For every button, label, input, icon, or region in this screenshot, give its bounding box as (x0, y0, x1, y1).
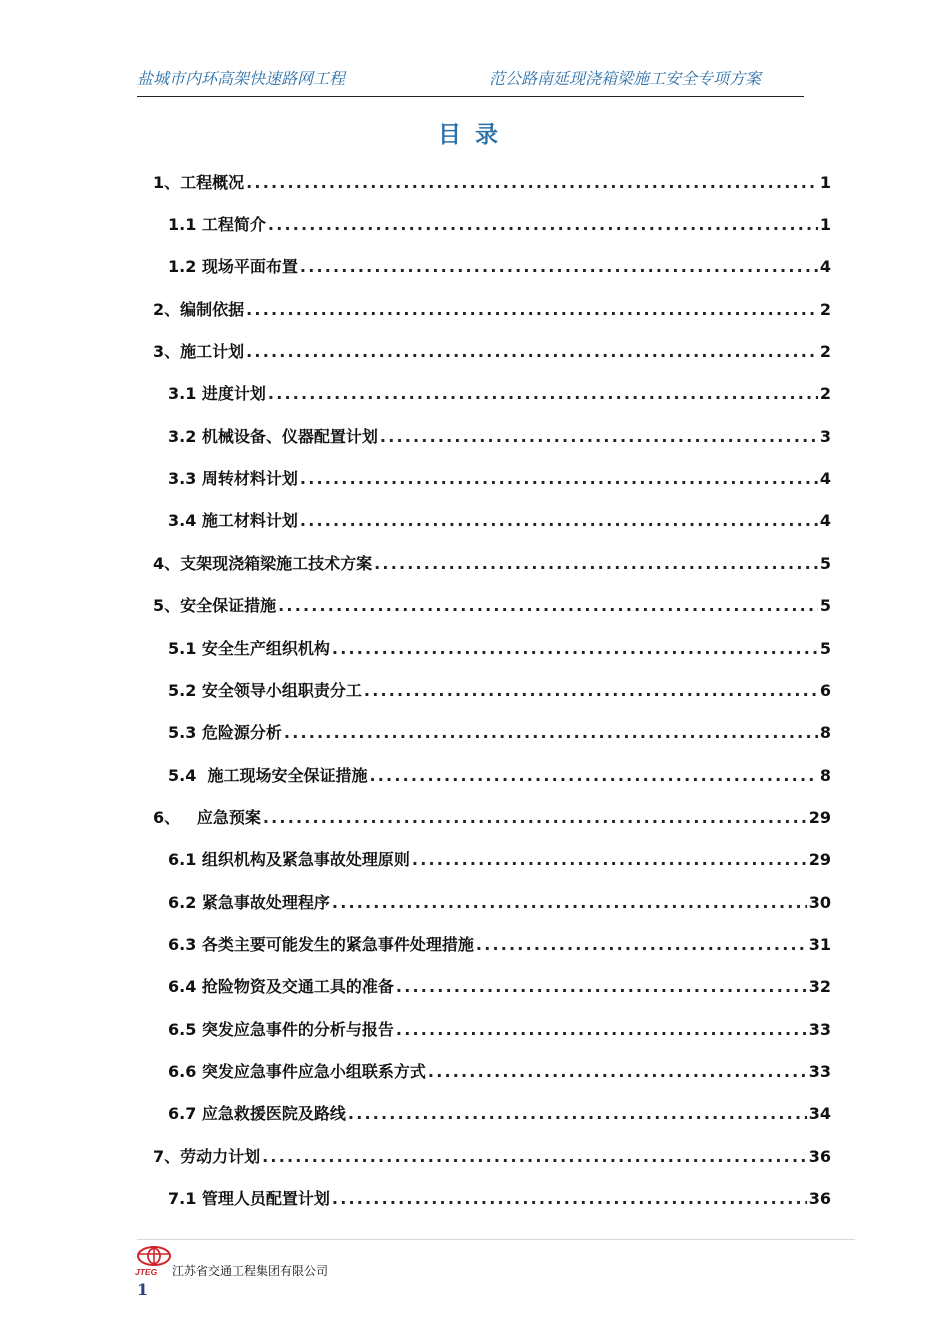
toc-entry-label: 5.3 危险源分析 (168, 723, 282, 742)
toc-entry[interactable] (168, 763, 831, 787)
toc-dot-leader (364, 681, 818, 700)
toc-entry[interactable] (153, 551, 831, 575)
toc-dot-leader (370, 766, 818, 785)
toc-entry[interactable] (168, 932, 831, 956)
toc-entry-label: 1、工程概况 (153, 173, 245, 192)
toc-entry-page: 2 (819, 384, 831, 403)
toc-entry[interactable] (153, 339, 831, 363)
toc-entry-label: 6.3 各类主要可能发生的紧急事件处理措施 (168, 935, 474, 954)
toc-dot-leader (300, 257, 818, 276)
toc-entry-label: 3.4 施工材料计划 (168, 511, 298, 530)
toc-entry[interactable] (168, 974, 831, 998)
toc-entry-page: 33 (808, 1062, 831, 1081)
toc-entry-page: 5 (819, 554, 831, 573)
toc-entry-label: 5.2 安全领导小组职责分工 (168, 681, 362, 700)
toc-dot-leader (268, 215, 818, 234)
toc-dot-leader (348, 1104, 807, 1123)
toc-entry-label: 3、施工计划 (153, 342, 245, 361)
toc-entry[interactable] (168, 381, 831, 405)
logo-text: JTEG (135, 1267, 158, 1277)
toc-dot-leader (476, 935, 807, 954)
toc-dot-leader (396, 977, 807, 996)
toc-entry-page: 2 (819, 300, 831, 319)
toc-dot-leader (284, 723, 818, 742)
toc-entry-label: 3.2 机械设备、仪器配置计划 (168, 427, 378, 446)
toc-entry-page: 30 (808, 893, 831, 912)
page-number: 1 (137, 1280, 149, 1299)
toc-dot-leader (268, 384, 818, 403)
toc-entry-label: 4、支架现浇箱梁施工技术方案 (153, 554, 373, 573)
toc-entry-page: 8 (819, 766, 831, 785)
toc-entry[interactable] (168, 678, 831, 702)
toc-entry-label: 6.5 突发应急事件的分析与报告 (168, 1020, 394, 1039)
toc-entry[interactable] (168, 424, 831, 448)
toc-entry-page: 36 (808, 1189, 831, 1208)
toc-entry-label: 6.4 抢险物资及交通工具的准备 (168, 977, 394, 996)
toc-entry[interactable] (168, 254, 831, 278)
toc-entry[interactable] (168, 636, 831, 660)
toc-entry-page: 4 (819, 469, 831, 488)
toc-entry[interactable] (168, 890, 831, 914)
toc-entry-page: 2 (819, 342, 831, 361)
toc-entry[interactable] (168, 508, 831, 532)
toc-entry-page: 4 (819, 511, 831, 530)
toc-entry-label: 6.2 紧急事故处理程序 (168, 893, 330, 912)
toc-entry-page: 36 (808, 1147, 831, 1166)
toc-entry[interactable] (153, 170, 831, 194)
toc-entry-label: 1.2 现场平面布置 (168, 257, 298, 276)
toc-entry-page: 4 (819, 257, 831, 276)
toc-dot-leader (246, 342, 818, 361)
toc-entry-page: 1 (819, 173, 831, 192)
toc-entry[interactable] (168, 847, 831, 871)
jteg-logo-icon (134, 1245, 174, 1277)
toc-entry-label: 3.1 进度计划 (168, 384, 266, 403)
toc-dot-leader (246, 300, 818, 319)
toc-entry-label: 1.1 工程简介 (168, 215, 266, 234)
header-project-name: 盐城市内环高架快速路网工程 (137, 69, 346, 88)
toc-dot-leader (332, 893, 807, 912)
toc-dot-leader (332, 1189, 807, 1208)
toc-entry[interactable] (168, 466, 831, 490)
toc-dot-leader (300, 469, 818, 488)
toc-dot-leader (263, 808, 807, 827)
toc-entry[interactable] (168, 720, 831, 744)
toc-entry-page: 1 (819, 215, 831, 234)
toc-dot-leader (246, 173, 818, 192)
toc-entry-label: 6、 应急预案 (153, 808, 261, 827)
toc-entry[interactable] (168, 1059, 831, 1083)
toc-entry-page: 33 (808, 1020, 831, 1039)
toc-entry-label: 2、编制依据 (153, 300, 245, 319)
toc-entry[interactable] (153, 297, 831, 321)
toc-entry-label: 5、安全保证措施 (153, 596, 277, 615)
toc-entry-label: 7、劳动力计划 (153, 1147, 261, 1166)
toc-entry-page: 5 (819, 639, 831, 658)
toc-dot-leader (332, 639, 818, 658)
toc-entry[interactable] (168, 1017, 831, 1041)
toc-entry[interactable] (153, 805, 831, 829)
toc-entry-page: 29 (808, 850, 831, 869)
toc-entry[interactable] (153, 1144, 831, 1168)
toc-dot-leader (278, 596, 818, 615)
toc-entry-page: 5 (819, 596, 831, 615)
toc-title: 目录 (438, 122, 512, 148)
toc-entry-label: 6.1 组织机构及紧急事故处理原则 (168, 850, 410, 869)
toc-entry-label: 3.3 周转材料计划 (168, 469, 298, 488)
toc-entry-label: 6.7 应急救援医院及路线 (168, 1104, 346, 1123)
toc-entry-label: 6.6 突发应急事件应急小组联系方式 (168, 1062, 426, 1081)
footer-divider (137, 1239, 855, 1240)
toc-entry-page: 3 (819, 427, 831, 446)
toc-dot-leader (262, 1147, 807, 1166)
toc-dot-leader (412, 850, 807, 869)
toc-entry-page: 29 (808, 808, 831, 827)
toc-entry-page: 32 (808, 977, 831, 996)
toc-entry-label: 7.1 管理人员配置计划 (168, 1189, 330, 1208)
header-document-name: 范公路南延现浇箱梁施工安全专项方案 (489, 69, 762, 88)
footer-company-name: 江苏省交通工程集团有限公司 (172, 1264, 329, 1278)
toc-entry[interactable] (168, 1101, 831, 1125)
toc-entry-page: 34 (808, 1104, 831, 1123)
toc-dot-leader (374, 554, 818, 573)
toc-entry-page: 31 (808, 935, 831, 954)
toc-dot-leader (300, 511, 818, 530)
toc-entry-page: 6 (819, 681, 831, 700)
toc-entry[interactable] (168, 1186, 831, 1210)
toc-entry-label: 5.4 施工现场安全保证措施 (168, 766, 368, 785)
toc-dot-leader (380, 427, 818, 446)
toc-entry[interactable] (153, 593, 831, 617)
toc-dot-leader (428, 1062, 807, 1081)
toc-entry-page: 8 (819, 723, 831, 742)
toc-dot-leader (396, 1020, 807, 1039)
toc-entry[interactable] (168, 212, 831, 236)
toc-entry-label: 5.1 安全生产组织机构 (168, 639, 330, 658)
